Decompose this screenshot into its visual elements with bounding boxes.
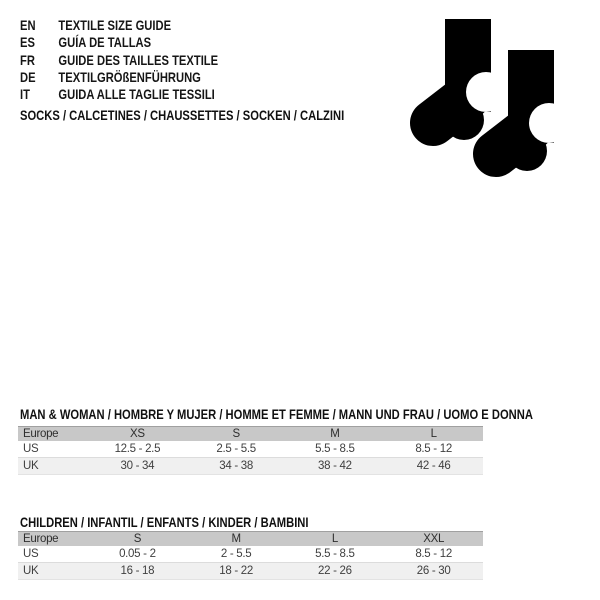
region-cell: US (23, 442, 39, 455)
size-range-cell: 26 - 30 (416, 565, 451, 577)
table-row (18, 441, 483, 458)
size-table-man-woman (18, 426, 483, 475)
size-range-cell: 2 - 5.5 (220, 547, 252, 560)
size-range-cell: 22 - 26 (318, 565, 352, 577)
size-range-cell: 16 - 18 (120, 565, 155, 577)
language-label: GUÍA DE TALLAS (58, 34, 152, 51)
region-column-header: Europe (23, 427, 59, 440)
size-range-cell: 5.5 - 8.5 (315, 547, 355, 560)
language-row-de (20, 69, 218, 86)
table-title-man-woman: MAN & WOMAN / HOMBRE Y MUJER / HOMME ET FEMME / MANN UND FRAU / UOMO E DONNA (20, 406, 533, 422)
sock-right (496, 50, 569, 171)
size-table-children (18, 531, 483, 580)
language-label: GUIDA ALLE TAGLIE TESSILI (58, 86, 215, 103)
size-table-header (18, 532, 483, 546)
language-row-fr (20, 52, 218, 69)
size-range-cell: 38 - 42 (318, 460, 352, 472)
sock-left (433, 19, 506, 140)
language-row-it (20, 86, 218, 103)
language-code: ES (20, 34, 35, 51)
region-cell: UK (23, 565, 39, 577)
region-column-header: Europe (23, 532, 59, 545)
language-label: GUIDE DES TAILLES TEXTILE (58, 51, 219, 68)
size-range-cell: 30 - 34 (120, 460, 155, 472)
size-range-cell: 8.5 - 12 (415, 442, 452, 455)
language-list (20, 17, 268, 103)
size-range-cell: 2.5 - 5.5 (216, 442, 256, 455)
language-code: DE (20, 68, 36, 85)
size-column-header: L (331, 532, 338, 545)
language-code: IT (20, 86, 30, 103)
language-row-en (20, 17, 218, 34)
region-cell: UK (23, 460, 39, 472)
table-row (18, 563, 483, 580)
size-range-cell: 12.5 - 2.5 (114, 442, 161, 455)
table-row (18, 546, 483, 563)
size-column-header: S (232, 427, 240, 440)
language-label: TEXTILGRÖßENFÜHRUNG (58, 68, 201, 85)
socks-icon (400, 10, 570, 180)
language-code: FR (20, 51, 35, 68)
size-range-cell: 5.5 - 8.5 (315, 442, 355, 455)
region-cell: US (23, 547, 39, 560)
table-row (18, 458, 483, 475)
language-label: TEXTILE SIZE GUIDE (58, 17, 172, 33)
language-row-es (20, 34, 218, 51)
size-table-header (18, 427, 483, 441)
size-range-cell: 42 - 46 (416, 460, 451, 472)
size-range-cell: 0.05 - 2 (119, 547, 156, 560)
size-column-header: XXL (423, 532, 445, 545)
size-range-cell: 34 - 38 (219, 460, 253, 472)
language-code: EN (20, 17, 36, 33)
size-column-header: S (133, 532, 142, 545)
size-column-header: XS (130, 427, 145, 440)
category-line: SOCKS / CALCETINES / CHAUSSETTES / SOCKEN / CALZINI (20, 107, 345, 123)
size-column-header: M (330, 427, 340, 440)
size-column-header: L (430, 427, 437, 440)
size-range-cell: 18 - 22 (219, 565, 253, 577)
size-column-header: M (231, 532, 241, 545)
size-range-cell: 8.5 - 12 (415, 547, 452, 560)
table-title-children: CHILDREN / INFANTIL / ENFANTS / KINDER / BAMBINI (20, 514, 309, 530)
